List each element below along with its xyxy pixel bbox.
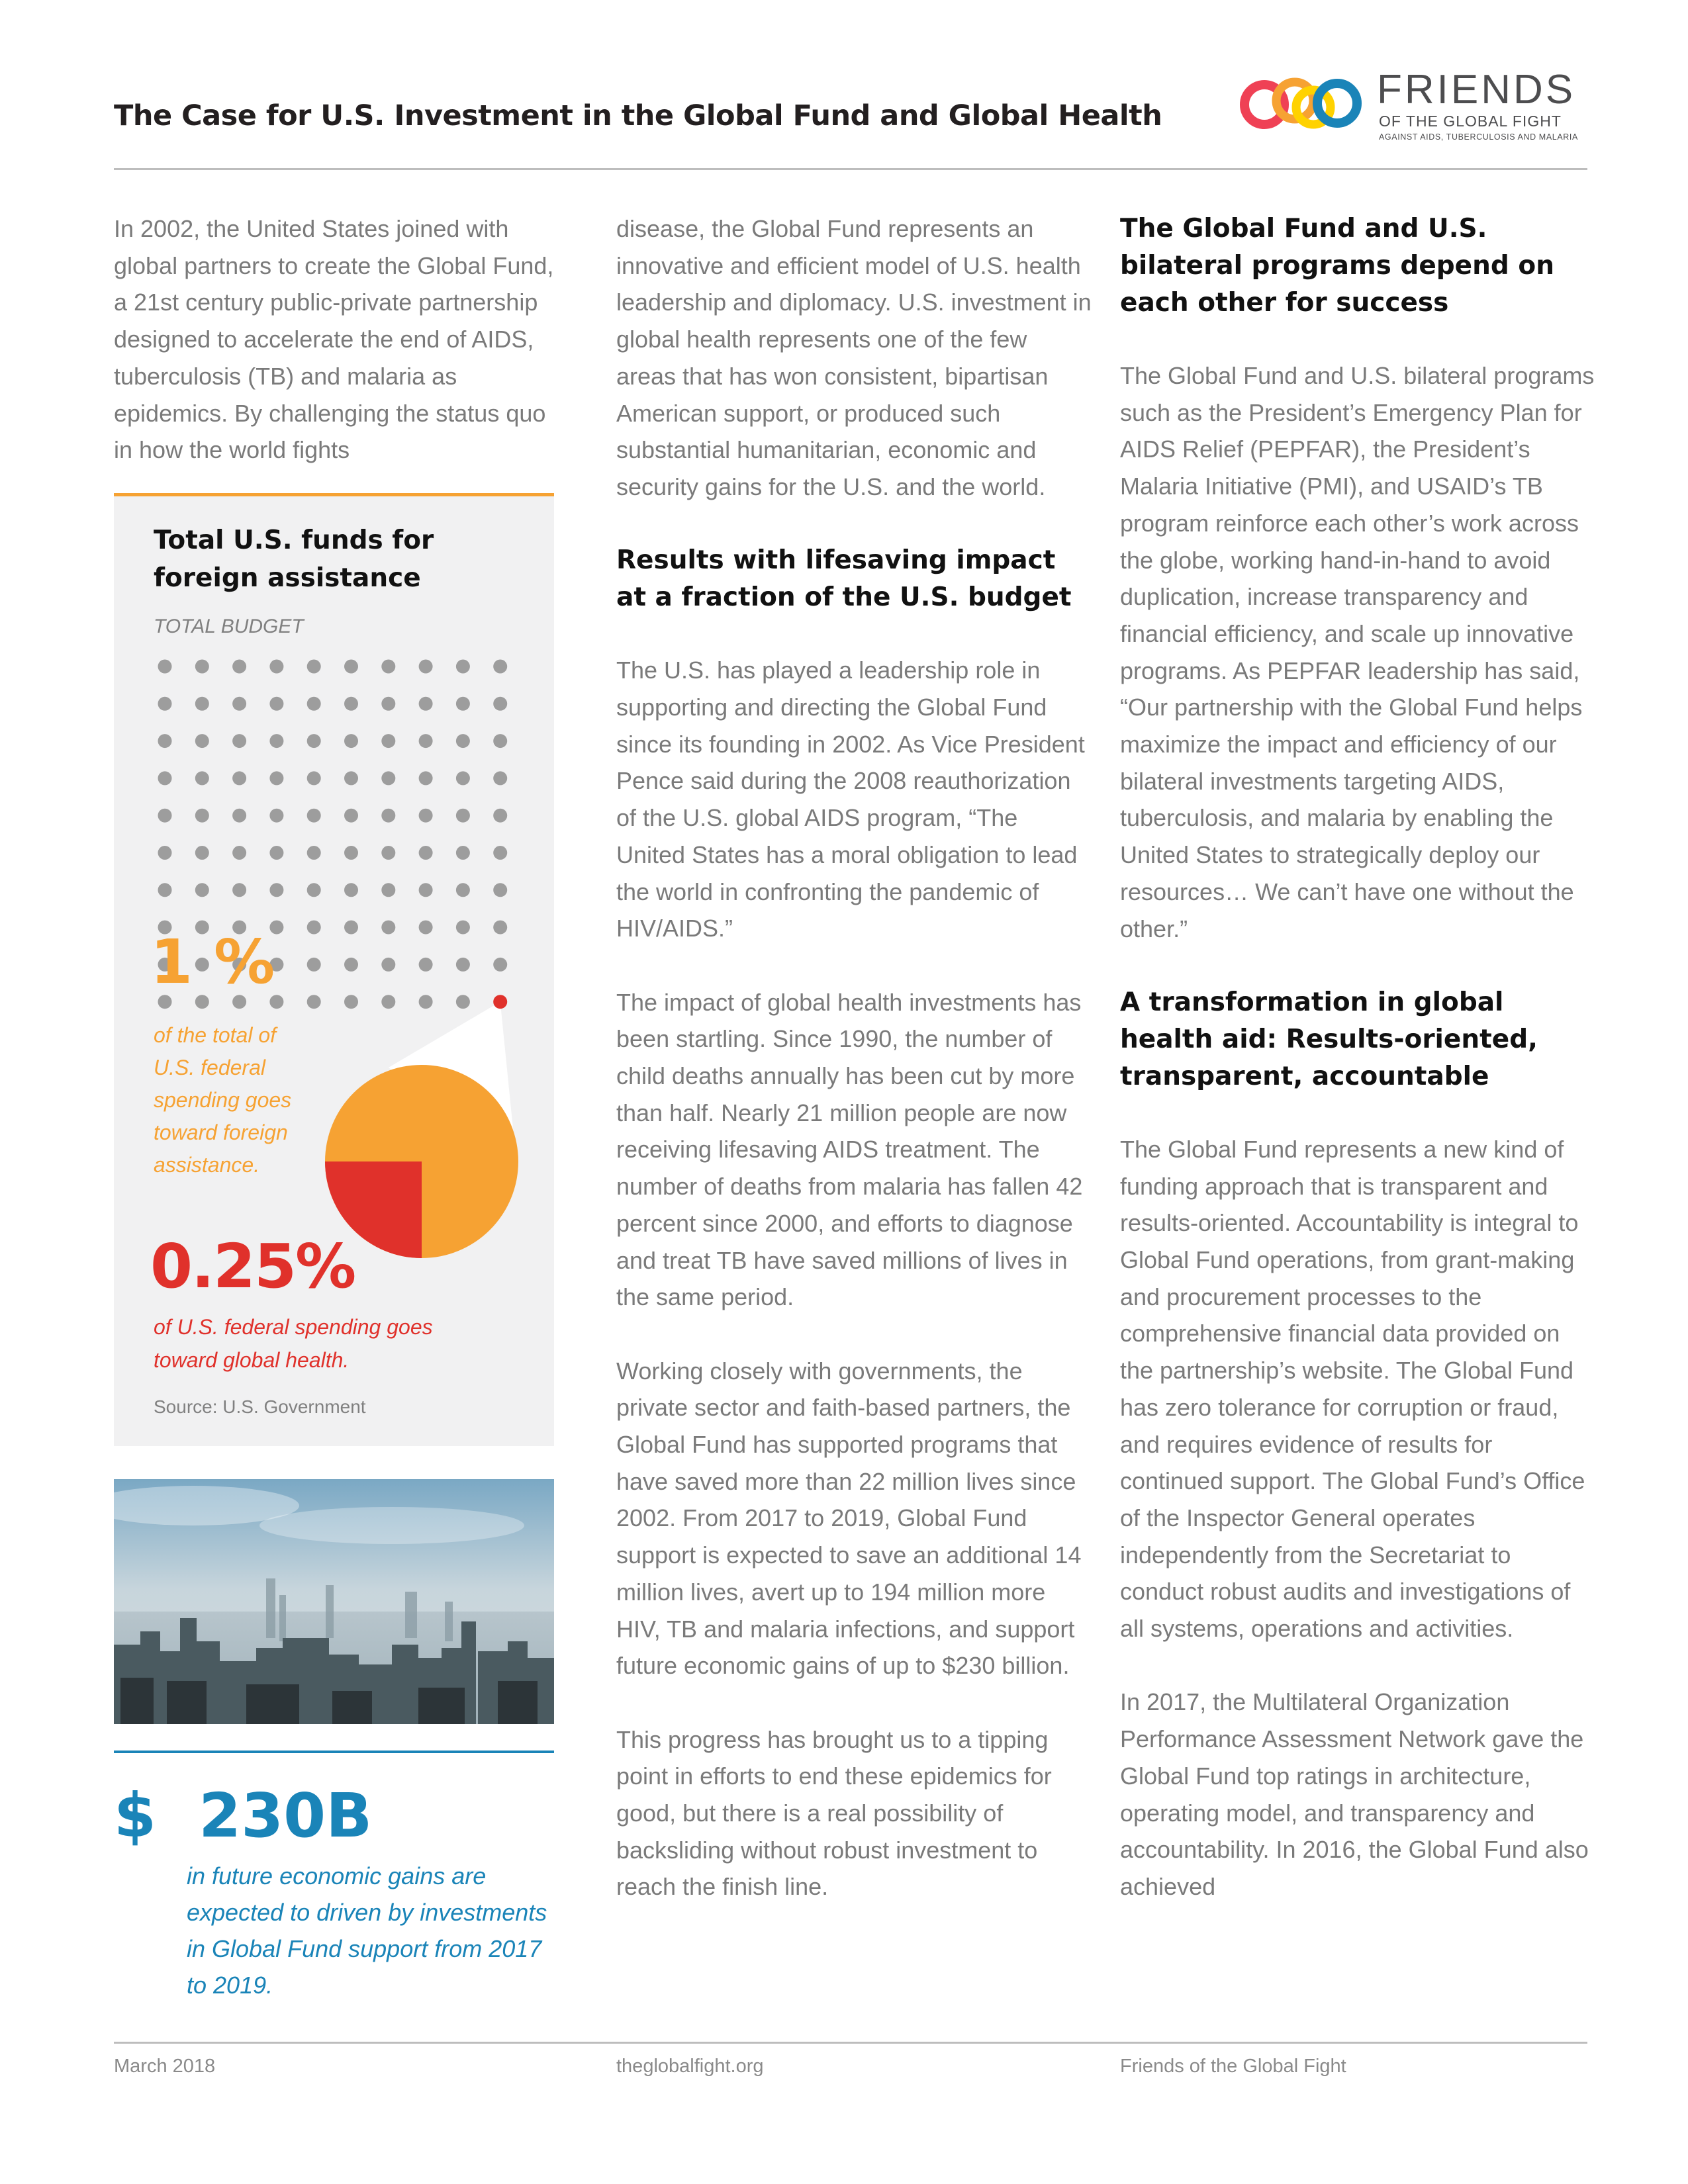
column-3: [1120, 210, 1597, 1942]
waffle-dot: [381, 660, 395, 674]
paragraph: The Global Fund represents a new kind of funding approach that is transparent and results-oriented. Accountability is integral to Global Fund operations, from grant-making and procurement processes to the comprehensive financial data provided on the partnership’s website. The Global Fund has zero tolerance for corruption or fraud, and requires evidence of results for continued support. The Global Fund’s Office of the Inspector General operates independently from the Secretariat to conduct robust audits and investigations of all systems, operations and activities.: [1120, 1135, 1585, 1643]
paragraph: disease, the Global Fund represents an innovative and efficient model of U.S. health leadership and diplomacy. U.S. investment in global health represents one of the few areas that has won consistent, bipartisan American support, or produced such substantial humanitarian, economic and security gains for the U.S. and the world.: [616, 215, 1092, 500]
waffle-dot: [158, 660, 172, 674]
waffle-dot: [493, 958, 507, 972]
footer-url[interactable]: theglobalfight.org: [616, 2056, 764, 2077]
waffle-dot: [307, 958, 321, 972]
waffle-dot: [344, 734, 358, 748]
waffle-dot: [307, 697, 321, 711]
waffle-dot: [493, 921, 507, 934]
waffle-dot: [269, 697, 283, 711]
waffle-dot-highlighted: [493, 995, 507, 1009]
waffle-dot: [456, 660, 470, 674]
waffle-dot: [419, 846, 433, 860]
paragraph: Working closely with governments, the private sector and faith-based partners, the Global Fund has supported programs that have saved more than 22 million lives since 2002. From 2017 to 2019, Global Fund support is expected to save an additional 14 million lives, avert up to 194 million more HIV, TB and malaria infections, and support future economic gains of up to $230 billion.: [616, 1357, 1082, 1680]
waffle-dot: [269, 809, 283, 823]
waffle-dot: [195, 660, 209, 674]
waffle-dot: [344, 697, 358, 711]
waffle-dot: [344, 809, 358, 823]
waffle-dot: [456, 921, 470, 934]
waffle-dot: [307, 883, 321, 897]
friends-logo[interactable]: [1238, 66, 1589, 159]
waffle-dot: [195, 809, 209, 823]
paragraph: The impact of global health investments has been startling. Since 1990, the number of child deaths annually has been cut by more than half. Nearly 21 million people are now receiving lifesaving AIDS treatment. The number of deaths from malaria has fallen 42 percent since 2000, and efforts to diagnose and treat TB have saved millions of lives in the same period.: [616, 988, 1083, 1311]
waffle-dot: [419, 883, 433, 897]
global-health-percent: 0.25%: [150, 1231, 355, 1302]
waffle-dot: [381, 883, 395, 897]
waffle-dot: [307, 771, 321, 785]
infographic-title: Total U.S. funds for foreign assistance: [154, 525, 434, 593]
waffle-dot: [419, 697, 433, 711]
waffle-dot: [456, 995, 470, 1009]
gains-divider: [114, 1751, 554, 1753]
paragraph: The U.S. has played a leadership role in supporting and directing the Global Fund since its founding in 2002. As Vice President Pence said during the 2008 reauthorization of the U.S. global AIDS program, “The United States has a moral obligation to lead the world in confronting the pandemic of HIV/AIDS.”: [616, 657, 1085, 942]
linked-rings-logo-icon: [1238, 70, 1364, 136]
footer-date: March 2018: [114, 2056, 216, 2077]
waffle-dot: [307, 995, 321, 1009]
waffle-dot: [195, 697, 209, 711]
waffle-dot: [493, 697, 507, 711]
paragraph: The Global Fund and U.S. bilateral programs such as the President’s Emergency Plan for AIDS Relief (PEPFAR), the President’s Malaria Initiative (PMI), and USAID’s TB program reinforce each other’s work across the globe, working hand-in-hand to avoid duplication, increase transparency and financial efficiency, and scale up innovative programs. As PEPFAR leadership has said, “Our partnership with the Global Fund helps maximize the impact and efficiency of our bilateral investments targeting AIDS, tuberculosis, and malaria by enabling the United States to strategically deploy our resources… We can’t have one without the other.”: [1120, 362, 1595, 942]
waffle-dot: [307, 734, 321, 748]
column-1: [114, 210, 564, 506]
waffle-dot: [195, 771, 209, 785]
waffle-dot: [419, 995, 433, 1009]
infographic-caption: TOTAL BUDGET: [154, 615, 304, 637]
page-title: The Case for U.S. Investment in the Global Fund and Global Health: [114, 99, 1162, 132]
waffle-dot: [344, 921, 358, 934]
waffle-dot: [158, 809, 172, 823]
waffle-dot: [419, 660, 433, 674]
paragraph: In 2017, the Multilateral Organization Performance Assessment Network gave the Global Fund top ratings in architecture, operating model, and transparency and accountability. In 2016, the Global Fund also achieved: [1120, 1688, 1589, 1900]
section-heading-bilateral: The Global Fund and U.S. bilateral programs depend on each other for success: [1120, 214, 1554, 318]
logo-name: FRIENDS: [1377, 67, 1576, 113]
waffle-dot: [232, 771, 246, 785]
intro-paragraph: In 2002, the United States joined with global partners to create the Global Fund, a 21st century public-private partnership designed to accelerate the end of AIDS, tuberculosis (TB) and malaria as epidemics. By challenging the status quo in how the world fights: [114, 215, 554, 464]
waffle-dot: [381, 734, 395, 748]
waffle-dot: [232, 734, 246, 748]
waffle-dot: [269, 846, 283, 860]
waffle-dot: [307, 921, 321, 934]
waffle-dot: [456, 809, 470, 823]
waffle-dot: [344, 883, 358, 897]
waffle-dot: [344, 660, 358, 674]
section-heading-transformation: A transformation in global health aid: Results-oriented, transparent, accountable: [1120, 987, 1538, 1091]
waffle-dot: [232, 846, 246, 860]
waffle-dot: [493, 771, 507, 785]
section-heading-results: Results with lifesaving impact at a fraction of the U.S. budget: [616, 545, 1072, 613]
waffle-dot: [344, 771, 358, 785]
waffle-dot: [419, 771, 433, 785]
economic-gains-value: $ 230B: [114, 1780, 373, 1851]
logo-tagline: AGAINST AIDS, TUBERCULOSIS AND MALARIA: [1379, 132, 1578, 142]
waffle-dot: [232, 883, 246, 897]
budget-infographic: [114, 493, 554, 1446]
waffle-dot: [381, 921, 395, 934]
logo-subtitle: OF THE GLOBAL FIGHT: [1379, 113, 1562, 130]
waffle-dot: [307, 660, 321, 674]
waffle-dot: [493, 846, 507, 860]
city-skyline-photo: [114, 1479, 554, 1724]
global-health-description: of U.S. federal spending goes toward global health.: [154, 1315, 433, 1372]
economic-gains-description: in future economic gains are expected to driven by investments in Global Fund support from 2017 to 2019.: [187, 1862, 547, 1999]
waffle-dot: [381, 809, 395, 823]
waffle-dot: [456, 771, 470, 785]
waffle-dot: [344, 846, 358, 860]
waffle-dot: [195, 734, 209, 748]
chart-source: Source: U.S. Government: [154, 1396, 366, 1417]
waffle-dot: [493, 883, 507, 897]
waffle-dot: [493, 660, 507, 674]
waffle-dot: [419, 734, 433, 748]
foreign-assistance-percent: 1 %: [150, 927, 275, 997]
waffle-dot: [381, 846, 395, 860]
column-2: [616, 210, 1093, 1942]
waffle-dot: [269, 883, 283, 897]
waffle-dot: [493, 734, 507, 748]
header-divider: [114, 168, 1587, 170]
waffle-dot: [232, 809, 246, 823]
waffle-dot: [344, 958, 358, 972]
waffle-dot: [419, 921, 433, 934]
footer-organization: Friends of the Global Fight: [1120, 2056, 1346, 2077]
waffle-dot: [456, 958, 470, 972]
waffle-dot: [456, 846, 470, 860]
waffle-dot: [381, 995, 395, 1009]
waffle-dot: [344, 995, 358, 1009]
waffle-dot: [307, 809, 321, 823]
waffle-dot: [381, 771, 395, 785]
waffle-dot: [419, 809, 433, 823]
waffle-dot: [158, 846, 172, 860]
waffle-dot: [232, 697, 246, 711]
waffle-dot: [456, 697, 470, 711]
waffle-dot: [158, 771, 172, 785]
waffle-dot: [381, 697, 395, 711]
waffle-dot: [158, 697, 172, 711]
waffle-dot: [419, 958, 433, 972]
waffle-dot: [195, 883, 209, 897]
waffle-dot: [158, 883, 172, 897]
foreign-assistance-description: of the total of U.S. federal spending goes toward foreign assistance.: [154, 1023, 292, 1177]
waffle-dot: [307, 846, 321, 860]
waffle-dot: [456, 734, 470, 748]
waffle-dot: [269, 660, 283, 674]
waffle-dot: [232, 660, 246, 674]
waffle-dot: [456, 883, 470, 897]
waffle-dot: [269, 771, 283, 785]
paragraph: This progress has brought us to a tipping point in efforts to end these epidemics for good, but there is a real possibility of backsliding without robust investment to reach the finish line.: [616, 1725, 1052, 1901]
footer-divider: [114, 2042, 1587, 2044]
waffle-dot: [493, 809, 507, 823]
waffle-dot: [195, 846, 209, 860]
waffle-dot: [381, 958, 395, 972]
waffle-dot: [158, 734, 172, 748]
waffle-dot: [269, 734, 283, 748]
